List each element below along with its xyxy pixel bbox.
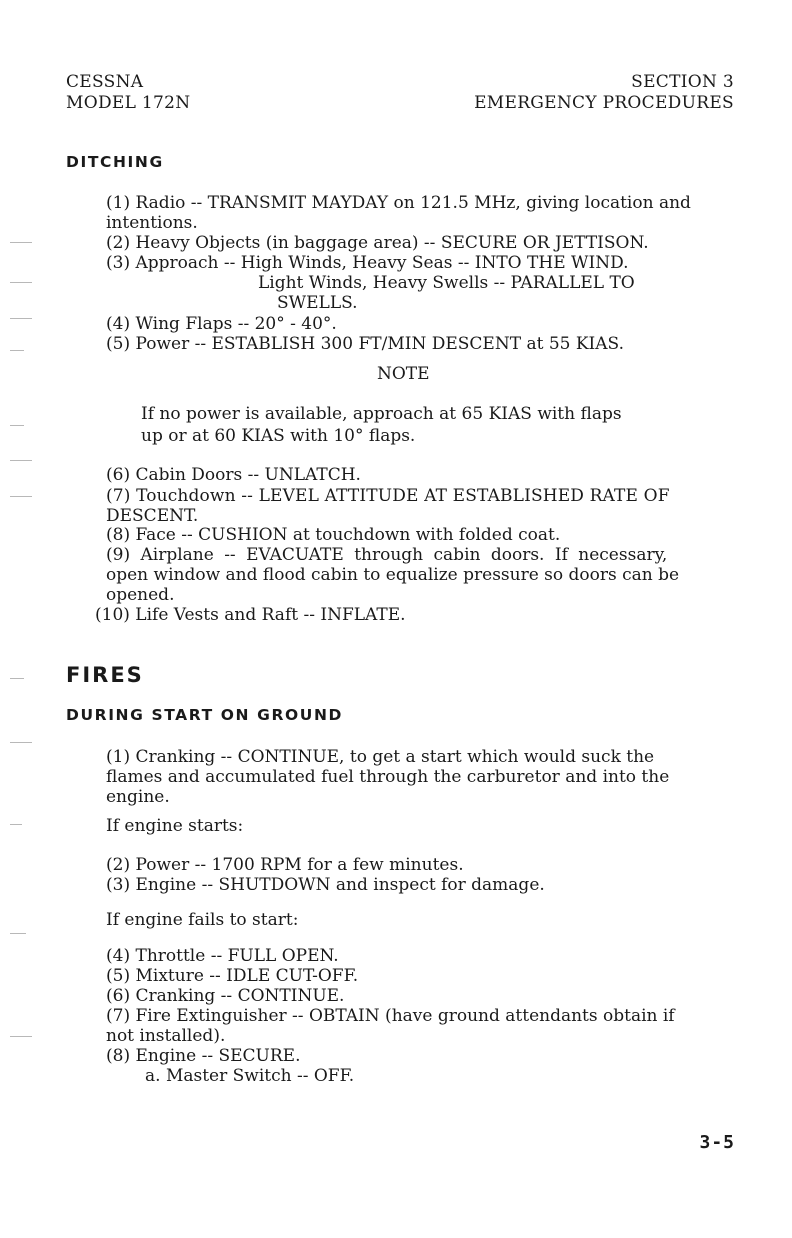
- margin-mark: [10, 460, 32, 461]
- fire-step-7: (7) Fire Extinguisher -- OBTAIN (have ground attendants obtain if: [106, 1006, 675, 1026]
- fire-step-8: (8) Engine -- SECURE.: [106, 1046, 301, 1066]
- margin-mark: [10, 350, 24, 351]
- margin-mark: [10, 933, 26, 934]
- ditching-step-10: (10) Life Vests and Raft -- INFLATE.: [95, 605, 406, 625]
- margin-mark: [10, 282, 32, 283]
- note-heading: NOTE: [377, 364, 430, 384]
- fire-step-4: (4) Throttle -- FULL OPEN.: [106, 946, 339, 966]
- if-engine-fails: If engine fails to start:: [106, 910, 299, 930]
- ditching-step-9-cont: open window and flood cabin to equalize pressure so doors can be: [106, 565, 680, 585]
- ditching-step-3-cont: Light Winds, Heavy Swells -- PARALLEL TO: [258, 273, 635, 293]
- ditching-step-3: (3) Approach -- High Winds, Heavy Seas -- INTO THE WIND.: [106, 253, 629, 273]
- header-section-title: EMERGENCY PROCEDURES: [474, 93, 734, 113]
- margin-mark: [10, 742, 32, 743]
- fire-step-5: (5) Mixture -- IDLE CUT-OFF.: [106, 966, 359, 986]
- fire-step-3: (3) Engine -- SHUTDOWN and inspect for damage.: [106, 875, 545, 895]
- margin-mark: [10, 678, 24, 679]
- ditching-step-4: (4) Wing Flaps -- 20° - 40°.: [106, 314, 337, 334]
- fire-step-1: (1) Cranking -- CONTINUE, to get a start which would suck the: [106, 747, 655, 767]
- ditching-step-8: (8) Face -- CUSHION at touchdown with folded coat.: [106, 525, 561, 545]
- ditching-step-3-cont2: SWELLS.: [277, 293, 358, 313]
- margin-mark: [10, 824, 22, 825]
- fire-step-2: (2) Power -- 1700 RPM for a few minutes.: [106, 855, 464, 875]
- margin-mark: [10, 425, 24, 426]
- ditching-step-9-cont2: opened.: [106, 585, 175, 605]
- header-section: SECTION 3: [631, 72, 734, 92]
- header-right: [474, 72, 734, 114]
- fire-step-7-cont: not installed).: [106, 1026, 226, 1046]
- fire-step-1-cont: flames and accumulated fuel through the carburetor and into the: [106, 767, 670, 787]
- header-left: [66, 72, 190, 114]
- margin-mark: [10, 1036, 32, 1037]
- ditching-step-7: (7) Touchdown -- LEVEL ATTITUDE AT ESTABLISHED RATE OF: [106, 486, 670, 506]
- margin-mark: [10, 242, 32, 243]
- margin-mark: [10, 318, 32, 319]
- fires-subheading: DURING START ON GROUND: [66, 706, 343, 724]
- note-line-2: up or at 60 KIAS with 10° flaps.: [141, 426, 416, 446]
- ditching-step-7-cont: DESCENT.: [106, 506, 199, 526]
- header-model: MODEL 172N: [66, 93, 191, 113]
- fire-step-8a: a. Master Switch -- OFF.: [145, 1066, 355, 1086]
- page-number: 3-5: [699, 1132, 735, 1153]
- fire-step-1-cont2: engine.: [106, 787, 170, 807]
- ditching-step-9: (9) Airplane -- EVACUATE through cabin doors. If necessary,: [106, 545, 668, 565]
- ditching-step-5: (5) Power -- ESTABLISH 300 FT/MIN DESCENT at 55 KIAS.: [106, 334, 624, 354]
- note-line-1: If no power is available, approach at 65 KIAS with flaps: [141, 404, 622, 424]
- ditching-heading: DITCHING: [66, 153, 164, 171]
- fires-heading: FIRES: [66, 663, 144, 687]
- fire-step-6: (6) Cranking -- CONTINUE.: [106, 986, 345, 1006]
- ditching-step-6: (6) Cabin Doors -- UNLATCH.: [106, 465, 361, 485]
- ditching-step-2: (2) Heavy Objects (in baggage area) -- SECURE OR JETTISON.: [106, 233, 649, 253]
- header-manufacturer: CESSNA: [66, 72, 144, 92]
- if-engine-starts: If engine starts:: [106, 816, 244, 836]
- ditching-step-1-line1: (1) Radio -- TRANSMIT MAYDAY on 121.5 MHz, giving location and intentions.: [106, 193, 691, 233]
- margin-mark: [10, 496, 32, 497]
